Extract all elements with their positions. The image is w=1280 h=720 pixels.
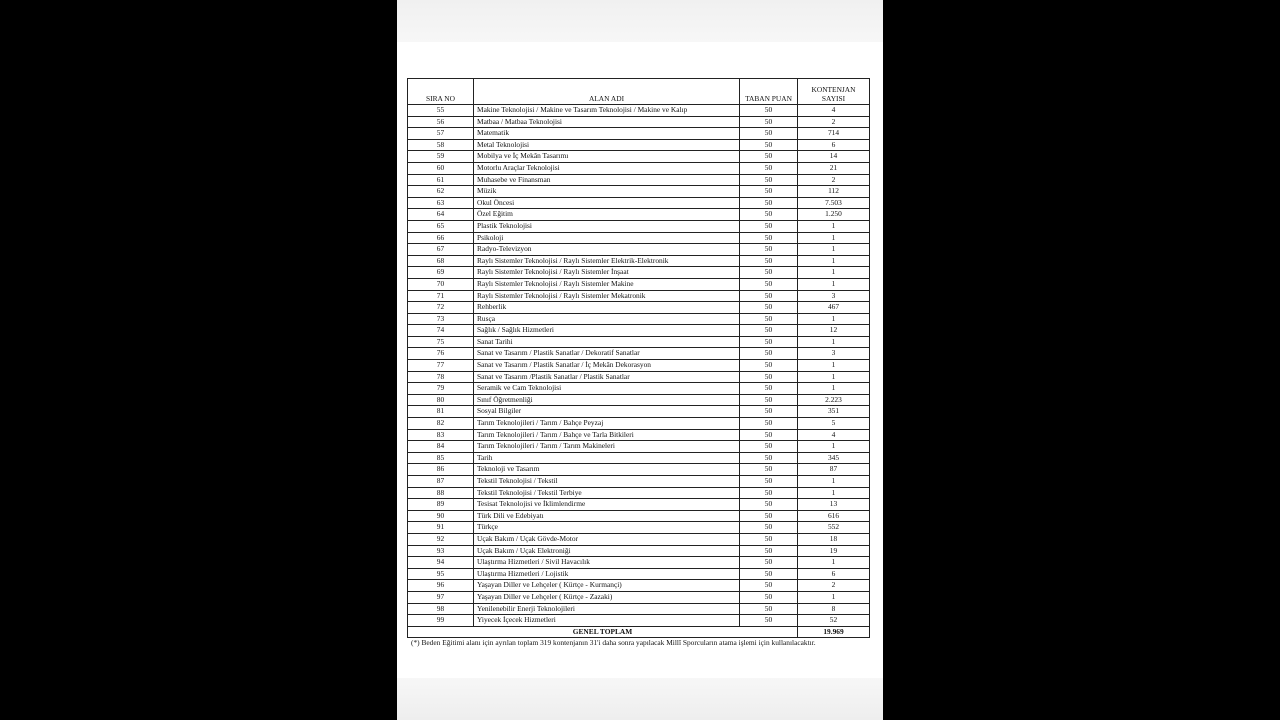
cell-alan-adi: Tarım Teknolojileri / Tarım / Bahçe ve Tarla Bitkileri — [474, 429, 740, 441]
cell-sira-no: 80 — [408, 394, 474, 406]
cell-alan-adi: Rehberlik — [474, 302, 740, 314]
table-row — [408, 360, 870, 372]
table-row — [408, 418, 870, 430]
cell-alan-adi: Yaşayan Diller ve Lehçeler ( Kürtçe - Kurmançi) — [474, 580, 740, 592]
table-row — [408, 348, 870, 360]
table-row — [408, 220, 870, 232]
cell-alan-adi: Tekstil Teknolojisi / Tekstil Terbiye — [474, 487, 740, 499]
cell-alan-adi: Sınıf Öğretmenliği — [474, 394, 740, 406]
cell-alan-adi: Sanat ve Tasarım /Plastik Sanatlar / Plastik Sanatlar — [474, 371, 740, 383]
cell-taban-puan: 50 — [740, 336, 798, 348]
table-row — [408, 545, 870, 557]
cell-kontenjan: 1 — [798, 255, 870, 267]
cell-sira-no: 70 — [408, 278, 474, 290]
table-row — [408, 302, 870, 314]
cell-taban-puan: 50 — [740, 383, 798, 395]
quota-table — [407, 78, 870, 638]
cell-kontenjan: 7.503 — [798, 197, 870, 209]
cell-sira-no: 83 — [408, 429, 474, 441]
table-header-row — [408, 79, 870, 105]
cell-kontenjan: 345 — [798, 452, 870, 464]
cell-taban-puan: 50 — [740, 441, 798, 453]
cell-taban-puan: 50 — [740, 105, 798, 117]
footnote: (*) Beden Eğitimi alanı için ayrılan toplam 319 kontenjanın 31'i daha sonra yapılacak Millî Sporcuların atama işlemi için kullanılacaktır. — [411, 638, 816, 647]
table-row — [408, 290, 870, 302]
table-row — [408, 383, 870, 395]
table-row — [408, 615, 870, 627]
cell-taban-puan: 50 — [740, 557, 798, 569]
table-row — [408, 568, 870, 580]
cell-kontenjan: 1 — [798, 557, 870, 569]
table-row — [408, 394, 870, 406]
cell-alan-adi: Matbaa / Matbaa Teknolojisi — [474, 116, 740, 128]
cell-sira-no: 69 — [408, 267, 474, 279]
cell-alan-adi: Özel Eğitim — [474, 209, 740, 221]
cell-taban-puan: 50 — [740, 603, 798, 615]
cell-sira-no: 96 — [408, 580, 474, 592]
table-row — [408, 232, 870, 244]
table-body — [408, 105, 870, 627]
cell-sira-no: 71 — [408, 290, 474, 302]
cell-alan-adi: Ulaştırma Hizmetleri / Sivil Havacılık — [474, 557, 740, 569]
table-row — [408, 128, 870, 140]
cell-taban-puan: 50 — [740, 568, 798, 580]
cell-taban-puan: 50 — [740, 162, 798, 174]
cell-kontenjan: 1 — [798, 371, 870, 383]
cell-taban-puan: 50 — [740, 499, 798, 511]
total-label: GENEL TOPLAM — [408, 626, 798, 638]
cell-taban-puan: 50 — [740, 313, 798, 325]
cell-taban-puan: 50 — [740, 197, 798, 209]
table-row — [408, 441, 870, 453]
cell-sira-no: 84 — [408, 441, 474, 453]
cell-taban-puan: 50 — [740, 429, 798, 441]
cell-sira-no: 63 — [408, 197, 474, 209]
cell-alan-adi: Teknoloji ve Tasarım — [474, 464, 740, 476]
cell-taban-puan: 50 — [740, 151, 798, 163]
cell-kontenjan: 14 — [798, 151, 870, 163]
cell-sira-no: 77 — [408, 360, 474, 372]
cell-sira-no: 90 — [408, 510, 474, 522]
table-row — [408, 244, 870, 256]
cell-sira-no: 55 — [408, 105, 474, 117]
cell-kontenjan: 1 — [798, 360, 870, 372]
cell-kontenjan: 2.223 — [798, 394, 870, 406]
cell-taban-puan: 50 — [740, 220, 798, 232]
cell-taban-puan: 50 — [740, 545, 798, 557]
cell-taban-puan: 50 — [740, 476, 798, 488]
header-alan-adi: ALAN ADI — [474, 79, 740, 105]
total-row — [408, 626, 870, 638]
cell-kontenjan: 6 — [798, 568, 870, 580]
cell-alan-adi: Ulaştırma Hizmetleri / Lojistik — [474, 568, 740, 580]
cell-sira-no: 61 — [408, 174, 474, 186]
table-row — [408, 406, 870, 418]
cell-taban-puan: 50 — [740, 186, 798, 198]
cell-alan-adi: Yaşayan Diller ve Lehçeler ( Kürtçe - Zazaki) — [474, 591, 740, 603]
cell-alan-adi: Yiyecek İçecek Hizmetleri — [474, 615, 740, 627]
cell-sira-no: 75 — [408, 336, 474, 348]
cell-taban-puan: 50 — [740, 128, 798, 140]
cell-sira-no: 74 — [408, 325, 474, 337]
cell-sira-no: 94 — [408, 557, 474, 569]
cell-taban-puan: 50 — [740, 232, 798, 244]
cell-alan-adi: Uçak Bakım / Uçak Elektroniği — [474, 545, 740, 557]
cell-taban-puan: 50 — [740, 348, 798, 360]
table-row — [408, 174, 870, 186]
cell-alan-adi: Raylı Sistemler Teknolojisi / Raylı Sistemler Mekatronik — [474, 290, 740, 302]
cell-kontenjan: 1 — [798, 220, 870, 232]
cell-alan-adi: Psikoloji — [474, 232, 740, 244]
cell-kontenjan: 1 — [798, 591, 870, 603]
table-row — [408, 533, 870, 545]
cell-kontenjan: 1 — [798, 336, 870, 348]
table-row — [408, 267, 870, 279]
cell-kontenjan: 1 — [798, 232, 870, 244]
cell-alan-adi: Raylı Sistemler Teknolojisi / Raylı Sistemler Makine — [474, 278, 740, 290]
cell-kontenjan: 1 — [798, 244, 870, 256]
cell-kontenjan: 52 — [798, 615, 870, 627]
page-bottom-shade — [397, 678, 883, 720]
cell-alan-adi: Tekstil Teknolojisi / Tekstil — [474, 476, 740, 488]
cell-alan-adi: Makine Teknolojisi / Makine ve Tasarım Teknolojisi / Makine ve Kalıp — [474, 105, 740, 117]
cell-kontenjan: 87 — [798, 464, 870, 476]
cell-kontenjan: 3 — [798, 348, 870, 360]
cell-taban-puan: 50 — [740, 244, 798, 256]
cell-kontenjan: 2 — [798, 174, 870, 186]
table-row — [408, 371, 870, 383]
cell-sira-no: 73 — [408, 313, 474, 325]
cell-taban-puan: 50 — [740, 464, 798, 476]
table-row — [408, 255, 870, 267]
page-top-shade — [397, 0, 883, 42]
header-taban-puan: TABAN PUAN — [740, 79, 798, 105]
cell-taban-puan: 50 — [740, 209, 798, 221]
cell-taban-puan: 50 — [740, 267, 798, 279]
cell-alan-adi: Plastik Teknolojisi — [474, 220, 740, 232]
cell-kontenjan: 5 — [798, 418, 870, 430]
cell-kontenjan: 18 — [798, 533, 870, 545]
cell-taban-puan: 50 — [740, 394, 798, 406]
cell-alan-adi: Sanat ve Tasarım / Plastik Sanatlar / İç Mekân Dekorasyon — [474, 360, 740, 372]
cell-alan-adi: Muhasebe ve Finansman — [474, 174, 740, 186]
cell-sira-no: 82 — [408, 418, 474, 430]
document-page — [397, 0, 883, 720]
cell-taban-puan: 50 — [740, 139, 798, 151]
cell-kontenjan: 112 — [798, 186, 870, 198]
cell-kontenjan: 1 — [798, 313, 870, 325]
cell-sira-no: 78 — [408, 371, 474, 383]
table-row — [408, 186, 870, 198]
cell-taban-puan: 50 — [740, 418, 798, 430]
cell-alan-adi: Tarım Teknolojileri / Tarım / Bahçe Peyzaj — [474, 418, 740, 430]
cell-sira-no: 65 — [408, 220, 474, 232]
cell-alan-adi: Sanat Tarihi — [474, 336, 740, 348]
cell-sira-no: 95 — [408, 568, 474, 580]
table-row — [408, 476, 870, 488]
table-row — [408, 278, 870, 290]
cell-kontenjan: 1 — [798, 487, 870, 499]
cell-sira-no: 88 — [408, 487, 474, 499]
cell-sira-no: 79 — [408, 383, 474, 395]
cell-sira-no: 81 — [408, 406, 474, 418]
table-row — [408, 522, 870, 534]
cell-alan-adi: Sosyal Bilgiler — [474, 406, 740, 418]
table-row — [408, 464, 870, 476]
cell-alan-adi: Türk Dili ve Edebiyatı — [474, 510, 740, 522]
table-row — [408, 313, 870, 325]
cell-sira-no: 60 — [408, 162, 474, 174]
cell-sira-no: 87 — [408, 476, 474, 488]
header-kontenjan-sayisi: KONTENJAN SAYISI — [798, 79, 870, 105]
cell-kontenjan: 4 — [798, 105, 870, 117]
table-row — [408, 116, 870, 128]
cell-alan-adi: Mobilya ve İç Mekân Tasarımı — [474, 151, 740, 163]
cell-kontenjan: 1 — [798, 441, 870, 453]
cell-taban-puan: 50 — [740, 452, 798, 464]
cell-kontenjan: 2 — [798, 116, 870, 128]
table-row — [408, 603, 870, 615]
cell-sira-no: 92 — [408, 533, 474, 545]
cell-alan-adi: Radyo-Televizyon — [474, 244, 740, 256]
cell-alan-adi: Tarih — [474, 452, 740, 464]
table-row — [408, 151, 870, 163]
cell-alan-adi: Rusça — [474, 313, 740, 325]
cell-sira-no: 64 — [408, 209, 474, 221]
cell-kontenjan: 8 — [798, 603, 870, 615]
table-row — [408, 197, 870, 209]
cell-alan-adi: Müzik — [474, 186, 740, 198]
cell-kontenjan: 1 — [798, 476, 870, 488]
cell-taban-puan: 50 — [740, 116, 798, 128]
cell-taban-puan: 50 — [740, 510, 798, 522]
cell-alan-adi: Okul Öncesi — [474, 197, 740, 209]
table-row — [408, 336, 870, 348]
table-row — [408, 499, 870, 511]
table-row — [408, 557, 870, 569]
cell-sira-no: 86 — [408, 464, 474, 476]
cell-kontenjan: 19 — [798, 545, 870, 557]
cell-sira-no: 59 — [408, 151, 474, 163]
cell-kontenjan: 467 — [798, 302, 870, 314]
cell-taban-puan: 50 — [740, 487, 798, 499]
cell-sira-no: 67 — [408, 244, 474, 256]
table-row — [408, 429, 870, 441]
cell-alan-adi: Matematik — [474, 128, 740, 140]
cell-kontenjan: 1.250 — [798, 209, 870, 221]
table-row — [408, 139, 870, 151]
cell-sira-no: 89 — [408, 499, 474, 511]
cell-sira-no: 85 — [408, 452, 474, 464]
cell-kontenjan: 4 — [798, 429, 870, 441]
cell-taban-puan: 50 — [740, 278, 798, 290]
cell-sira-no: 66 — [408, 232, 474, 244]
cell-sira-no: 56 — [408, 116, 474, 128]
cell-sira-no: 91 — [408, 522, 474, 534]
cell-alan-adi: Sanat ve Tasarım / Plastik Sanatlar / Dekoratif Sanatlar — [474, 348, 740, 360]
cell-taban-puan: 50 — [740, 533, 798, 545]
cell-taban-puan: 50 — [740, 615, 798, 627]
cell-alan-adi: Raylı Sistemler Teknolojisi / Raylı Sistemler Elektrik-Elektronik — [474, 255, 740, 267]
cell-kontenjan: 21 — [798, 162, 870, 174]
table-row — [408, 487, 870, 499]
cell-alan-adi: Raylı Sistemler Teknolojisi / Raylı Sistemler İnşaat — [474, 267, 740, 279]
cell-kontenjan: 6 — [798, 139, 870, 151]
table-row — [408, 209, 870, 221]
cell-sira-no: 57 — [408, 128, 474, 140]
cell-kontenjan: 12 — [798, 325, 870, 337]
cell-alan-adi: Yenilenebilir Enerji Teknolojileri — [474, 603, 740, 615]
cell-sira-no: 68 — [408, 255, 474, 267]
cell-sira-no: 62 — [408, 186, 474, 198]
cell-taban-puan: 50 — [740, 360, 798, 372]
cell-taban-puan: 50 — [740, 591, 798, 603]
cell-sira-no: 76 — [408, 348, 474, 360]
cell-alan-adi: Tarım Teknolojileri / Tarım / Tarım Makineleri — [474, 441, 740, 453]
cell-sira-no: 58 — [408, 139, 474, 151]
cell-kontenjan: 1 — [798, 267, 870, 279]
table-row — [408, 510, 870, 522]
cell-alan-adi: Türkçe — [474, 522, 740, 534]
cell-taban-puan: 50 — [740, 325, 798, 337]
cell-sira-no: 99 — [408, 615, 474, 627]
cell-taban-puan: 50 — [740, 522, 798, 534]
cell-taban-puan: 50 — [740, 406, 798, 418]
cell-taban-puan: 50 — [740, 290, 798, 302]
cell-kontenjan: 552 — [798, 522, 870, 534]
cell-alan-adi: Metal Teknolojisi — [474, 139, 740, 151]
table-row — [408, 452, 870, 464]
table-row — [408, 325, 870, 337]
cell-kontenjan: 1 — [798, 278, 870, 290]
cell-sira-no: 93 — [408, 545, 474, 557]
cell-sira-no: 72 — [408, 302, 474, 314]
cell-taban-puan: 50 — [740, 371, 798, 383]
cell-kontenjan: 351 — [798, 406, 870, 418]
cell-alan-adi: Uçak Bakım / Uçak Gövde-Motor — [474, 533, 740, 545]
table-row — [408, 591, 870, 603]
cell-sira-no: 98 — [408, 603, 474, 615]
cell-kontenjan: 616 — [798, 510, 870, 522]
cell-kontenjan: 1 — [798, 383, 870, 395]
cell-kontenjan: 714 — [798, 128, 870, 140]
cell-sira-no: 97 — [408, 591, 474, 603]
cell-taban-puan: 50 — [740, 255, 798, 267]
header-sira-no: SIRA NO — [408, 79, 474, 105]
cell-alan-adi: Tesisat Teknolojisi ve İklimlendirme — [474, 499, 740, 511]
table-row — [408, 162, 870, 174]
cell-taban-puan: 50 — [740, 302, 798, 314]
cell-kontenjan: 3 — [798, 290, 870, 302]
cell-alan-adi: Sağlık / Sağlık Hizmetleri — [474, 325, 740, 337]
cell-alan-adi: Motorlu Araçlar Teknolojisi — [474, 162, 740, 174]
table-row — [408, 580, 870, 592]
total-value: 19.969 — [798, 626, 870, 638]
cell-taban-puan: 50 — [740, 580, 798, 592]
cell-kontenjan: 13 — [798, 499, 870, 511]
cell-kontenjan: 2 — [798, 580, 870, 592]
cell-alan-adi: Seramik ve Cam Teknolojisi — [474, 383, 740, 395]
table-row — [408, 105, 870, 117]
cell-taban-puan: 50 — [740, 174, 798, 186]
